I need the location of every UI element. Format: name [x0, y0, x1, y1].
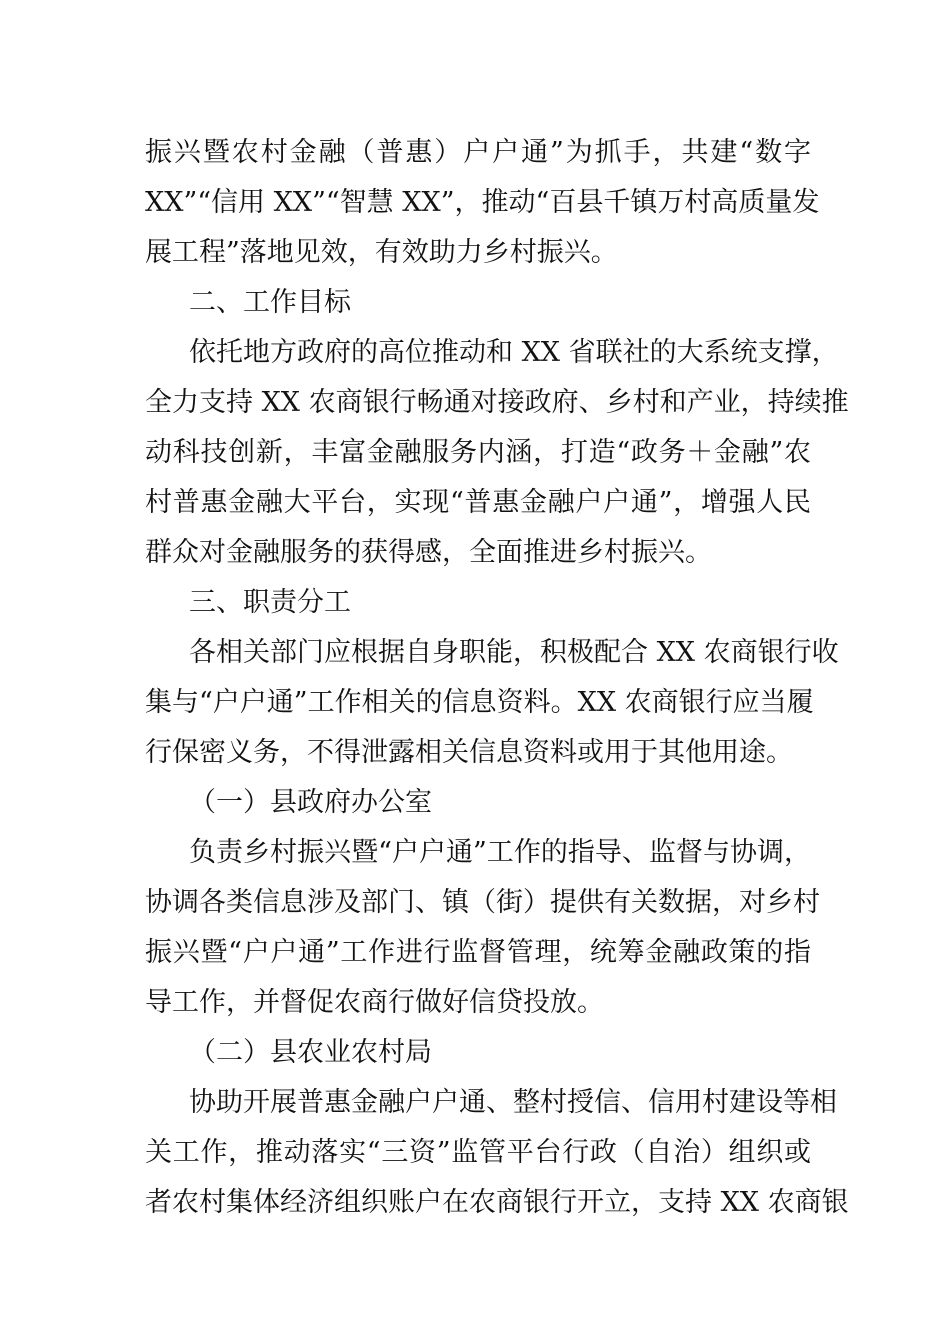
paragraph-line: 动科技创新，丰富金融服务内涵，打造“政务＋金融”农 — [145, 437, 811, 468]
paragraph-line: 群众对金融服务的获得感，全面推进乡村振兴。 — [145, 537, 712, 568]
paragraph-line: 村普惠金融大平台，实现“普惠金融户户通”，增强人民 — [145, 487, 811, 518]
paragraph-line: 全力支持 XX 农商银行畅通对接政府、乡村和产业，持续推 — [145, 387, 849, 418]
paragraph-line: 行保密义务，不得泄露相关信息资料或用于其他用途。 — [145, 737, 793, 768]
section-heading: 三、职责分工 — [189, 587, 351, 618]
paragraph-line: XX”“信用 XX”“智慧 XX”，推动“百县千镇万村高质量发 — [145, 187, 820, 218]
paragraph-line: 协助开展普惠金融户户通、整村授信、信用村建设等相 — [189, 1087, 837, 1118]
paragraph-line: 协调各类信息涉及部门、镇（街）提供有关数据，对乡村 — [145, 887, 820, 918]
paragraph-line: 依托地方政府的高位推动和 XX 省联社的大系统支撑， — [189, 337, 839, 368]
subsection-heading: （二）县农业农村局 — [189, 1037, 432, 1068]
paragraph-line: 导工作，并督促农商行做好信贷投放。 — [145, 987, 604, 1018]
paragraph-line: 者农村集体经济组织账户在农商银行开立，支持 XX 农商银 — [145, 1187, 849, 1218]
paragraph-line: 展工程”落地见效，有效助力乡村振兴。 — [145, 237, 618, 268]
document-body — [145, 128, 849, 1228]
paragraph-line: 关工作，推动落实“三资”监管平台行政（自治）组织或 — [145, 1137, 811, 1168]
paragraph-line: 各相关部门应根据自身职能，积极配合 XX 农商银行收 — [189, 637, 839, 668]
paragraph-line: 振兴暨农村金融（普惠）户户通”为抓手，共建“数字 — [145, 137, 811, 168]
paragraph-line: 集与“户户通”工作相关的信息资料。XX 农商银行应当履 — [145, 687, 814, 718]
section-heading: 二、工作目标 — [189, 287, 351, 318]
subsection-heading: （一）县政府办公室 — [189, 787, 432, 818]
paragraph-line: 振兴暨“户户通”工作进行监督管理，统筹金融政策的指 — [145, 937, 811, 968]
paragraph-line: 负责乡村振兴暨“户户通”工作的指导、监督与协调， — [189, 837, 811, 868]
